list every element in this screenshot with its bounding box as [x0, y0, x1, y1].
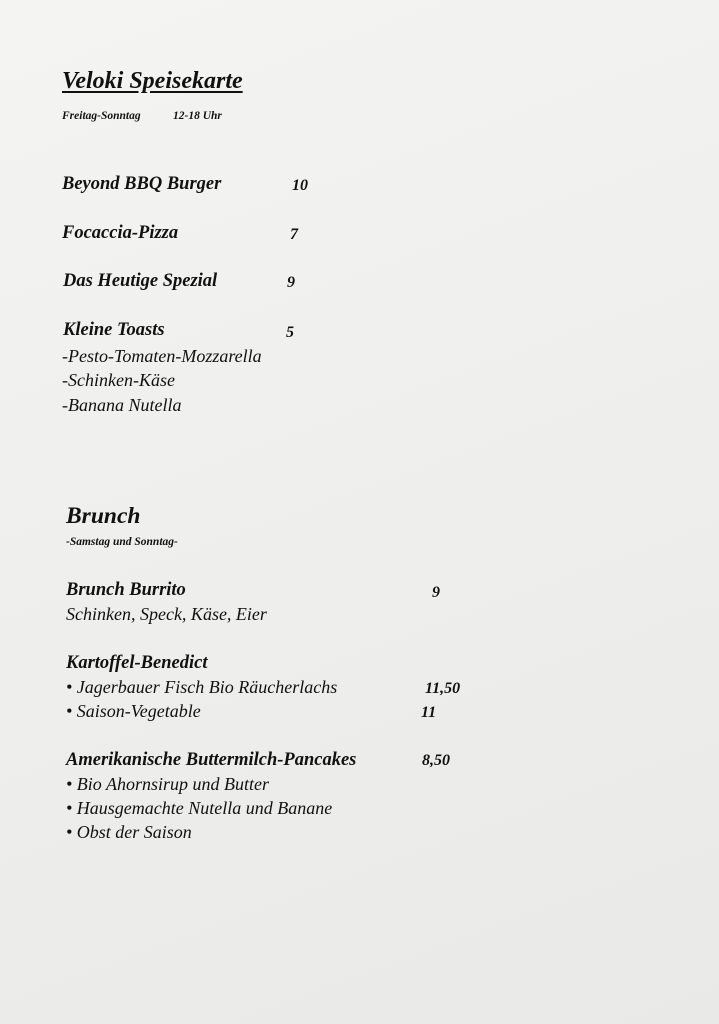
item-price: 9 [287, 274, 295, 291]
menu-title: Veloki Speisekarte [62, 68, 243, 94]
brunch-item-option: • Saison-Vegetable [66, 701, 201, 721]
item-option: -Schinken-Käse [62, 370, 175, 390]
brunch-item-name: Brunch Burrito [66, 580, 186, 600]
item-price: 5 [286, 324, 294, 341]
brunch-item-name: Amerikanische Buttermilch-Pancakes [66, 750, 357, 770]
opening-days: Freitag-Sonntag [62, 110, 141, 122]
item-name: Focaccia-Pizza [62, 223, 179, 243]
item-name: Das Heutige Spezial [63, 271, 218, 291]
item-option: -Pesto-Tomaten-Mozzarella [62, 346, 262, 366]
opening-hours: 12-18 Uhr [173, 110, 222, 122]
brunch-item-description: Schinken, Speck, Käse, Eier [66, 604, 267, 624]
brunch-item-option: • Jagerbauer Fisch Bio Räucherlachs [66, 677, 338, 697]
item-option: -Banana Nutella [62, 395, 182, 415]
brunch-subtitle: -Samstag und Sonntag- [66, 536, 178, 548]
brunch-item-option: • Obst der Saison [66, 822, 192, 842]
brunch-item-price: 9 [432, 584, 440, 601]
brunch-item-option-price: 11 [421, 704, 437, 721]
item-name: Beyond BBQ Burger [62, 174, 222, 194]
brunch-item-option-price: 11,50 [425, 680, 461, 697]
brunch-item-price: 8,50 [422, 752, 450, 769]
item-name: Kleine Toasts [63, 320, 165, 340]
item-price: 10 [292, 177, 308, 194]
item-price: 7 [290, 226, 298, 243]
brunch-title: Brunch [66, 503, 141, 529]
brunch-item-option: • Hausgemachte Nutella und Banane [66, 798, 333, 818]
brunch-item-option: • Bio Ahornsirup und Butter [66, 774, 269, 794]
brunch-item-name: Kartoffel-Benedict [66, 653, 208, 673]
